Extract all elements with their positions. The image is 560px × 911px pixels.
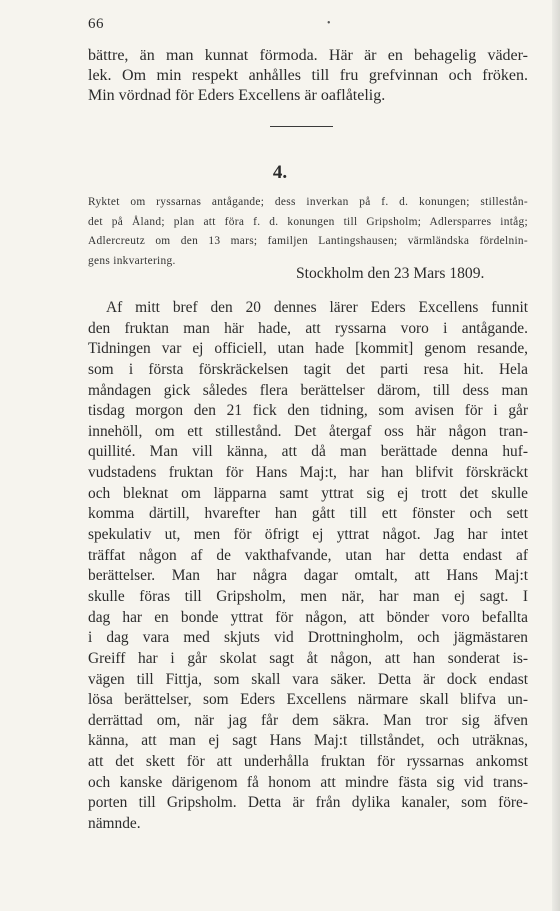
- summary-line: det på Åland; plan att föra f. d. konungen till Gripsholm; Adlersparres intåg;: [88, 215, 528, 228]
- body-line: och bleknat om läpparna samt yttrat sig ej trott det skulle: [88, 484, 528, 502]
- body-line: måndagen gick således flera berättelser därom, till dess man: [88, 381, 528, 399]
- body-line: Tidningen var ej officiell, utan hade [kommit] genom resande,: [88, 340, 528, 358]
- summary-line: Ryktet om ryssarnas antågande; dess inverkan på f. d. konungen; stillestån-: [88, 196, 528, 208]
- body-line: som i första förskräckelsen tagit det parti resa hit. Hela: [88, 360, 528, 378]
- body-line: Greiff har i går skolat sagt åt någon, att han sonderat is-: [88, 649, 528, 667]
- body-line: vägen till Fittja, som skall vara säker. Detta är dock endast: [88, 670, 528, 688]
- body-line: berättelser. Man har några dagar omtalt, att Hans Maj:t: [88, 567, 528, 585]
- body-line: Af mitt bref den 20 dennes lärer Eders Excellens funnit: [106, 299, 528, 316]
- body-line: skulle föras till Gripsholm, men när, har man ej sagt. I: [88, 587, 528, 605]
- body-line: nämnde.: [88, 815, 141, 833]
- body-line: derrättad om, när jag får dem säkra. Man tror sig äfven: [88, 711, 528, 729]
- section-summary: [88, 193, 528, 272]
- body-line: att det skett för att underhålla fruktan för ryssarnas ankomst: [88, 753, 528, 771]
- summary-line: Adlercreutz om den 13 mars; familjen Lantingshausen; värmländska fördelnin-: [88, 235, 528, 248]
- body-line: spekulativ ut, men för öfrigt ej yttrat något. Jag har intet: [88, 526, 528, 544]
- body-line: tisdag morgon den 21 fick den tidning, som avisen för i går: [88, 402, 528, 420]
- body-line: quillité. Man vill känna, att då man berättade denna huf-: [88, 443, 528, 461]
- body-line: porten till Gripsholm. Detta är från dylika kanaler, som före-: [88, 794, 528, 812]
- letter-body: [88, 298, 528, 835]
- letter-dateline: Stockholm den 23 Mars 1809.: [296, 265, 485, 282]
- body-line: träffat någon af de vakthafvande, utan har detta endast af: [88, 546, 528, 564]
- section-divider: [270, 126, 333, 127]
- section-number: 4.: [272, 162, 288, 183]
- text-line: lek. Om min respekt anhålles till fru grefvinnan och fröken.: [88, 67, 528, 84]
- continuation-paragraph: [88, 46, 528, 106]
- summary-line: gens inkvartering.: [88, 255, 176, 268]
- body-line: vudstadens fruktan för Hans Maj:t, har han blifvit förskräckt: [88, 464, 528, 482]
- page-number: 66: [88, 16, 104, 32]
- print-mark: •: [327, 18, 331, 29]
- text-line: Min vördnad för Eders Excellens är oaflåtelig.: [88, 87, 386, 104]
- page-edge: [552, 0, 560, 911]
- body-line: i dag vara med skjuts vid Drottningholm, och jägmästaren: [88, 629, 528, 647]
- body-line: lösa berättelser, som Eders Excellens närmare skall blifva un-: [88, 691, 528, 709]
- body-line: innehöll, om ett stillestånd. Det återgaf oss här någon tran-: [88, 422, 528, 440]
- body-line: och kanske därigenom få honom att mindre fästa sig vid trans-: [88, 773, 528, 791]
- text-line: bättre, än man kunnat förmoda. Här är en behagelig väder-: [88, 47, 528, 64]
- body-line: dag har en bonde yttrat för någon, att bönder voro befallta: [88, 608, 528, 626]
- body-line: den fruktan man här hade, att ryssarna voro i antågande.: [88, 319, 528, 337]
- body-line: känna, att man ej sagt Hans Maj:t tillståndet, och uträknas,: [88, 732, 528, 750]
- body-line: komma därtill, hvarefter han gått till ett fönster och sett: [88, 505, 528, 523]
